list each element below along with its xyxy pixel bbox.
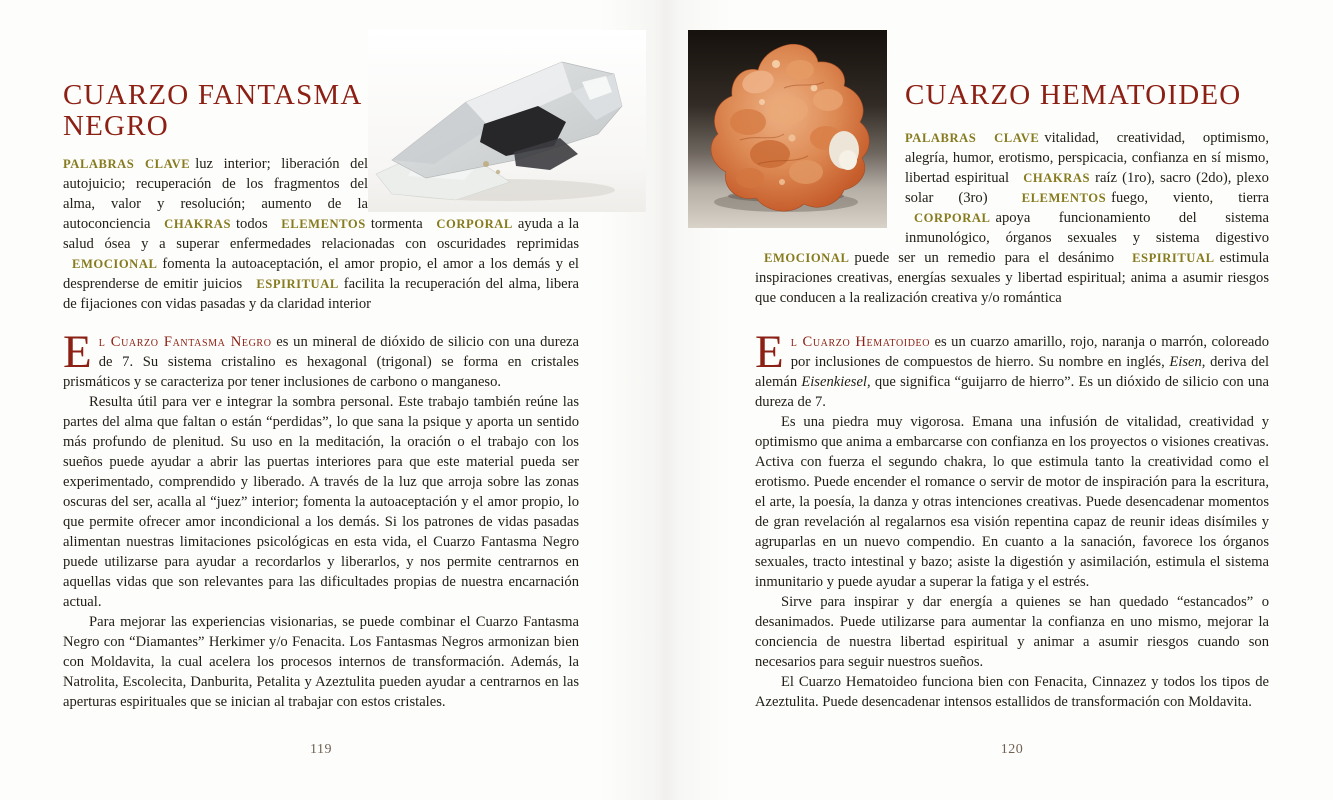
text-run: es un mineral de dióxido de silicio con una dureza de 7. Su sistema cristalino es hexagonal (trigonal) se forma en cristales prismáticos y se caracteriza por tener inclusiones de carbono o manganeso. [63, 334, 579, 390]
keyword-segment: CORPORAL ayuda a la salud ósea y a superar enfermedades relacionadas con oscuridades reprimidas [63, 216, 579, 252]
keyword-segment: ELEMENTOS tormenta [281, 216, 428, 232]
crystal-chunk [813, 89, 843, 111]
keyword-label: ESPIRITUAL [1132, 251, 1215, 265]
keyword-label: EMOCIONAL [764, 251, 850, 265]
keyword-label: CORPORAL [436, 217, 513, 231]
lead-smallcaps: l Cuarzo Fantasma Negro [98, 334, 272, 350]
keyword-label: PALABRAS CLAVE [905, 131, 1040, 145]
italic-run: Eisen [1169, 354, 1202, 370]
text-run: Para mejorar las experiencias visionarias, se puede combinar el Cuarzo Fantasma Negro con “Diamantes” Herkimer y/o Fenacita. Los Fantasmas Negros armonizan bien con Moldavita, la cual acelera los procesos internos de transformación. Además, la Natrolita, Escolecita, Danburita, Petalita y Azeztulita pueden ayudar a centrarnos en las aperturas espirituales que se inician al trabajar con estos cristales. [63, 614, 579, 710]
keyword-label: CORPORAL [914, 211, 991, 225]
keyword-segment: CHAKRAS raíz (1ro), sacro (2do), plexo solar (3ro) [905, 170, 1269, 206]
body-left [63, 326, 579, 712]
keyword-label: PALABRAS CLAVE [63, 157, 191, 171]
body-paragraph [63, 326, 579, 392]
crystal-highlight [811, 85, 818, 92]
crystal-highlight [759, 99, 765, 105]
crystal-chunk [786, 60, 814, 80]
keyword-segment: EMOCIONAL puede ser un remedio para el desánimo [764, 250, 1124, 266]
body-paragraph [755, 412, 1269, 592]
body-right [755, 326, 1269, 712]
dropcap: E [755, 326, 784, 378]
keyword-label: CHAKRAS [164, 217, 231, 231]
keyword-segment: PALABRAS CLAVE vitalidad, creatividad, optimismo, alegría, humor, erotismo, perspicacia, confianza en sí mismo, libertad espiritual [905, 130, 1269, 186]
keyword-segment: CORPORAL apoya funcionamiento del sistema inmunológico, órganos sexuales y sistema digestivo [905, 210, 1269, 246]
keyword-segment: ESPIRITUAL estimula inspiraciones creativas, energías sexuales y libertad espiritual; anima a asumir riesgos que conducen a la realización creativa y/o romántica [755, 250, 1269, 306]
photo-wrap-spacer [755, 128, 905, 246]
body-paragraph [63, 392, 579, 612]
crystal-chunk [768, 96, 808, 124]
dropcap: E [63, 326, 92, 378]
keyword-label: ELEMENTOS [1021, 191, 1107, 205]
lead-smallcaps: l Cuarzo Hematoideo [790, 334, 931, 350]
keywords-right [755, 128, 1269, 308]
text-run: El Cuarzo Hematoideo funciona bien con Fenacita, Cinnazez y todos los tipos de Azeztulita. Puede desencadenar intensos estallidos de transformación con Moldavita. [755, 674, 1269, 710]
crystal-highlight [772, 60, 780, 68]
body-paragraph [755, 672, 1269, 712]
text-run: , que significa “guijarro de hierro”. Es un dióxido de silicio con una dureza de 7. [755, 374, 1269, 410]
keywords-left [63, 154, 579, 314]
page-title: CUARZO FANTASMA NEGRO [63, 79, 361, 142]
text-run: es un cuarzo amarillo, rojo, naranja o marrón, coloreado por inclusiones de compuestos de hierro. Su nombre en inglés, [790, 334, 1269, 370]
keyword-label: ELEMENTOS [281, 217, 366, 231]
italic-run: Eisenkiesel [801, 374, 867, 390]
page-title: CUARZO HEMATOIDEO [905, 79, 1242, 111]
body-paragraph [755, 326, 1269, 412]
body-paragraph [63, 612, 579, 712]
text-run: Es una piedra muy vigorosa. Emana una infusión de vitalidad, creatividad y optimismo que anima a embarcarse con confianza en los proyectos o visiones creativas. Activa con fuerza el segundo chakra, lo que estimula tanto la creatividad como el erotismo. Puede encender el romance o servir de motor de inspiración para la escritura, el arte, la poesía, la danza y otras intenciones creativas. Puede desencadenar momentos de gran revelación al regalarnos esa visión repentina capaz de reunir ideas disímiles y agruparlas en un nuevo compendio. En cuanto a la sanación, favorece los órganos sexuales, tracto intestinal y bazo; asiste la digestión y asimilación, estimula el sistema inmunitario y puede ayudar a superar la fatiga y el estrés. [755, 414, 1269, 590]
text-run: , deriva del alemán [755, 354, 1269, 390]
keyword-segment: PALABRAS CLAVE luz interior; liberación del autojuicio; recuperación de los fragmentos del alma, valor y resolución; aumento de la autoconciencia [63, 156, 368, 232]
keyword-segment: ESPIRITUAL facilita la recuperación del alma, libera de fijaciones con vidas pasadas y da claridad interior [63, 276, 579, 312]
page-number: 120 [1000, 742, 1024, 757]
keyword-segment: CHAKRAS todos [164, 216, 273, 232]
photo-wrap-spacer [368, 154, 579, 212]
keyword-label: CHAKRAS [1023, 171, 1091, 185]
keyword-segment: ELEMENTOS fuego, viento, tierra [1021, 190, 1269, 206]
keyword-label: ESPIRITUAL [256, 277, 339, 291]
text-run: Resulta útil para ver e integrar la sombra personal. Este trabajo también reúne las partes del alma que faltan o están “perdidas”, lo que sana la psique y aporta un sentido más profundo de plenitud. Su uso en la meditación, la oración o el trabajo con los sueños puede ayudar a abrir las puertas interiores para que este material pueda ser experimentado, comprendido y liberado. A través de la luz que arroja sobre las zonas oscuras del ser, acalla al “juez” interior; fomenta la autoaceptación y el amor propio, lo que permite ofrecer amor incondicional a los demás. Si los patrones de vidas pasadas alimentan nuestras limitaciones psicológicas en esta vida, el Cuarzo Fantasma Negro puede utilizarse para ayudar a recordarlos y liberarlos, y nos permite centrarnos en aquellas vidas que son relevantes para las dificultades propias de nuestra encarnación actual. [63, 394, 579, 610]
keyword-label: EMOCIONAL [72, 257, 158, 271]
keyword-segment: EMOCIONAL fomenta la autoaceptación, el amor propio, el amor a los demás y el desprenderse de emitir juicios [63, 256, 579, 292]
body-paragraph [755, 592, 1269, 672]
page-number: 119 [310, 742, 332, 757]
text-run: Sirve para inspirar y dar energía a quienes se han quedado “estancados” o desanimados. Puede utilizarse para aumentar la confianza en uno mismo, mejorar la conciencia de nuestra libertad espiritual y animar a asumir riesgos cuando son necesarios para seguir nuestros sueños. [755, 594, 1269, 670]
